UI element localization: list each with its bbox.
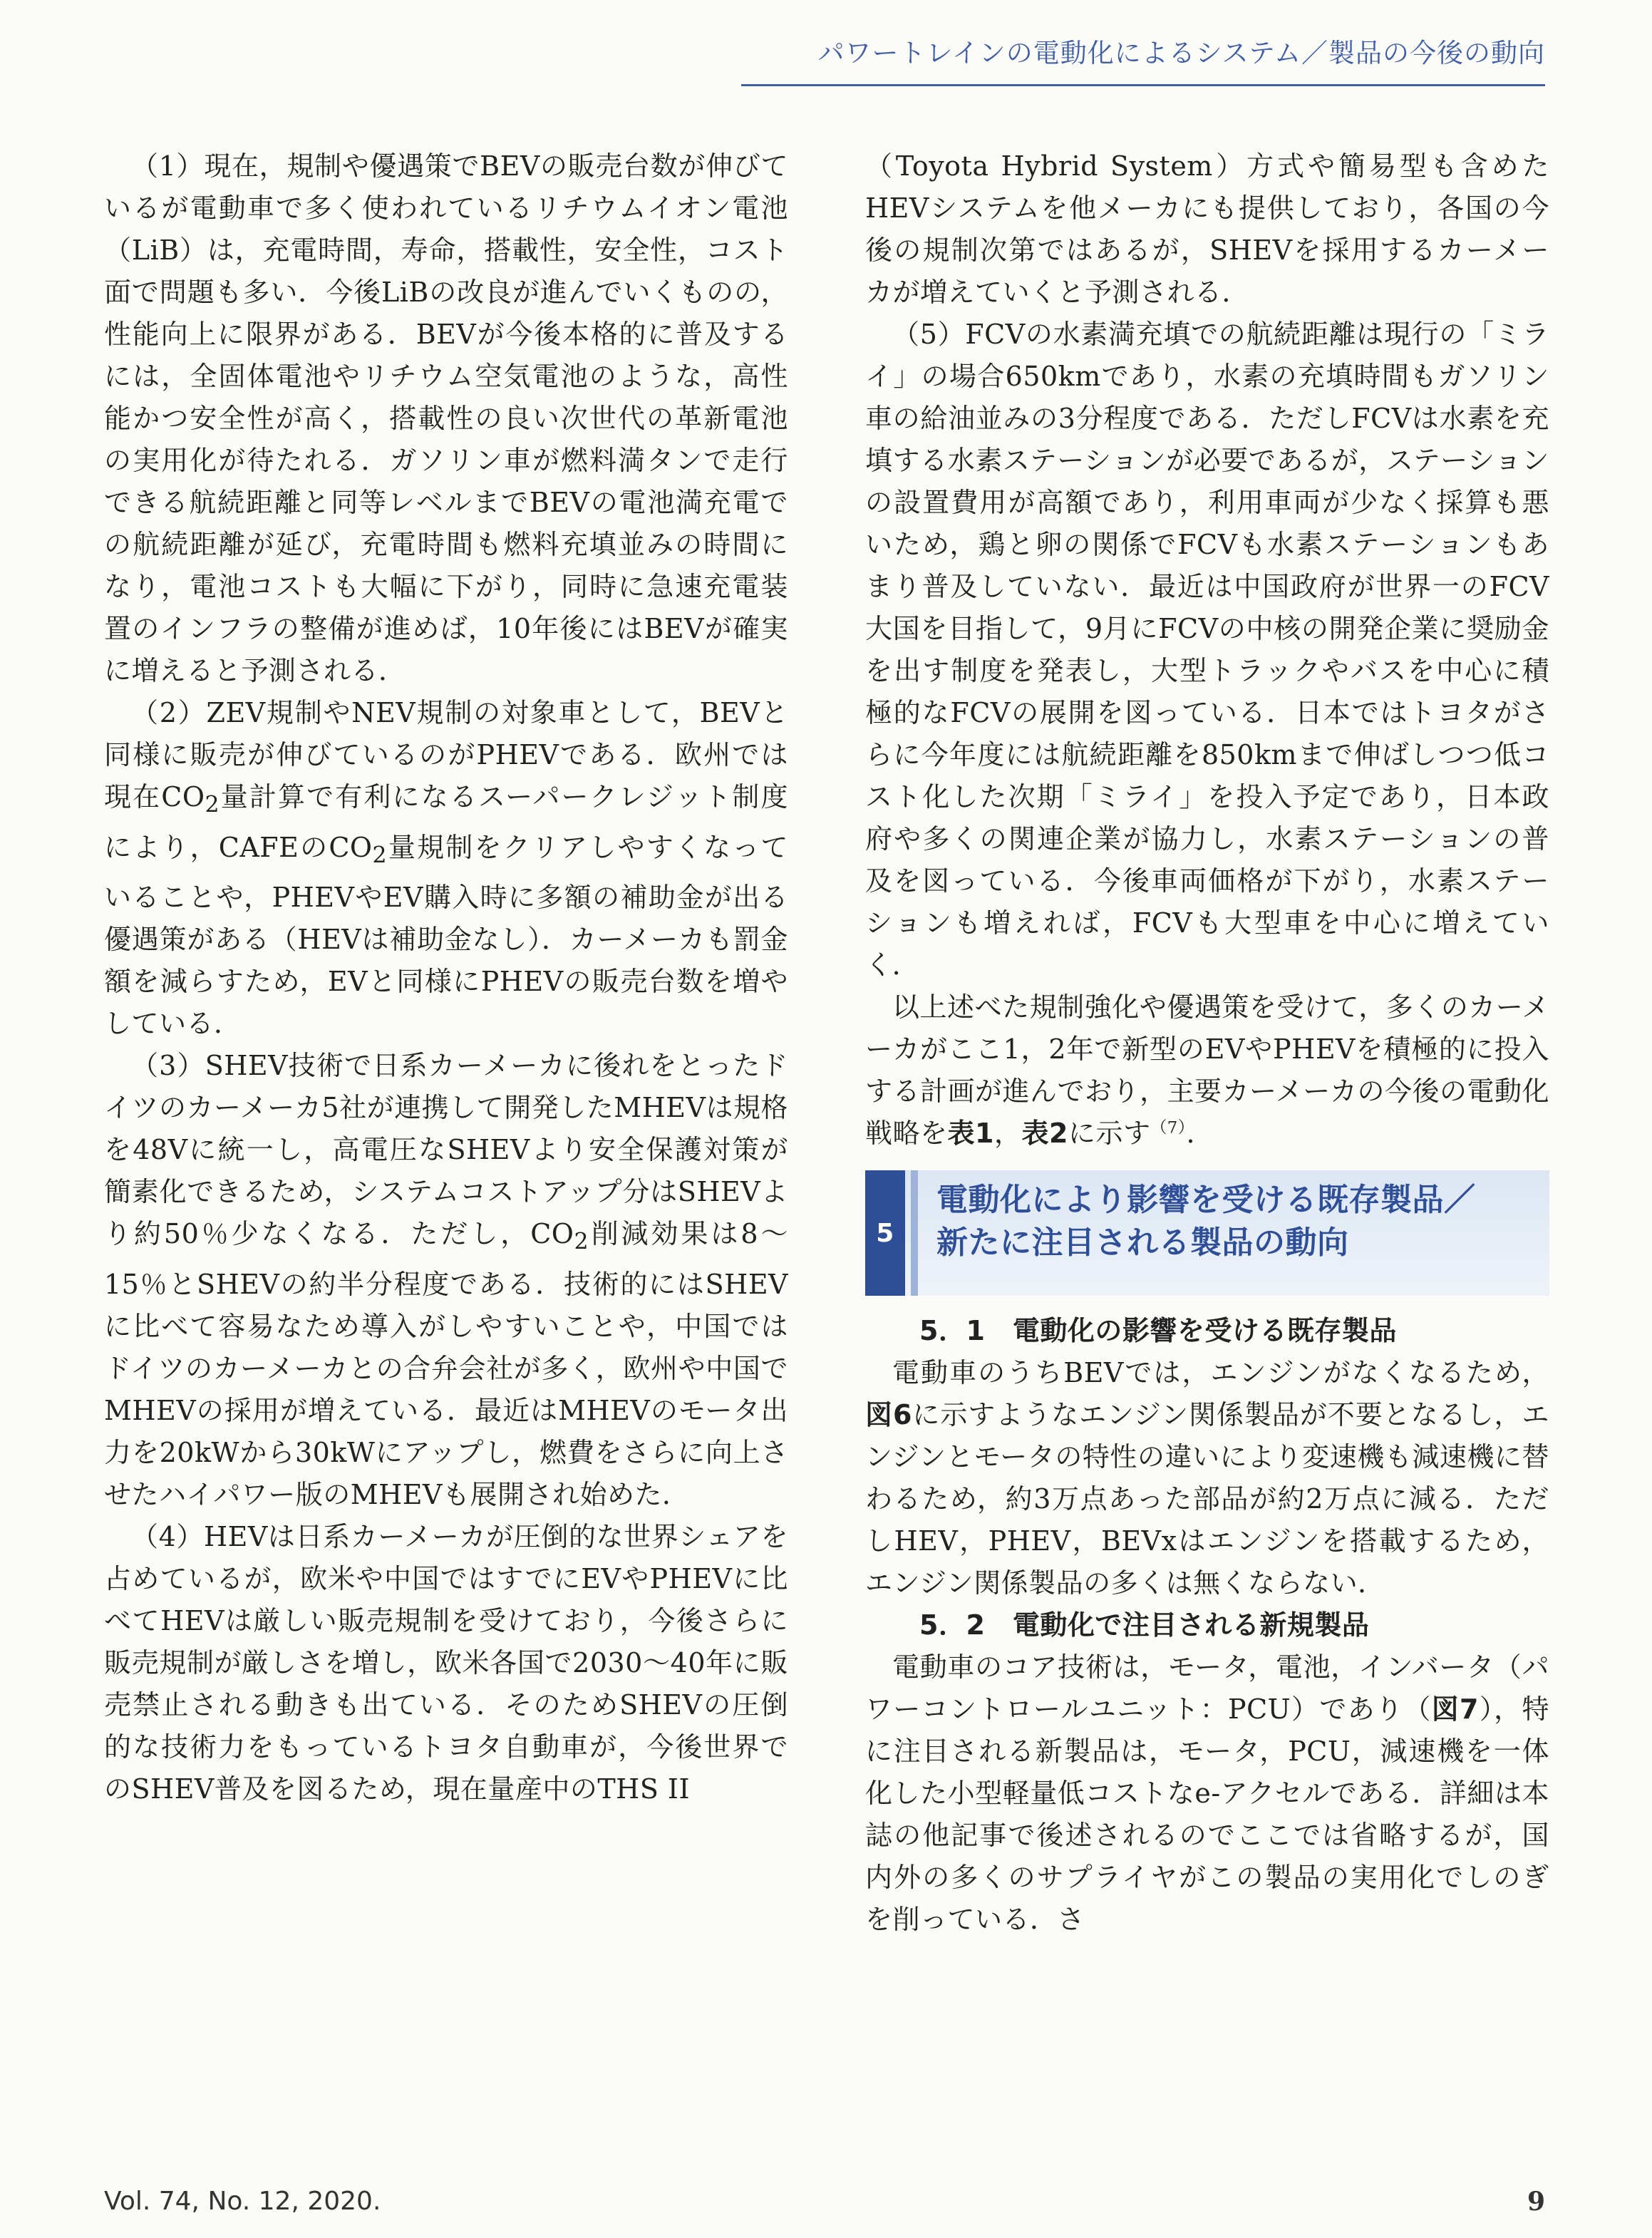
- paragraph-2: （2）ZEV規制やNEV規制の対象車として，BEVと同様に販売が伸びているのがPHEVである．欧州では現在$CO_2$量計算で有利になるスーパークレジット制度により，CAFEの$CO_2$量規制をクリアしやすくなっていることや，PHEVやEV購入時に多額の補助金が出る優遇策がある（HEVは補助金なし）．カーメーカも罰金額を減らすため，EVと同様にPHEVの販売台数を増やしている．: [104, 697, 788, 1040]
- citation-7: （7）: [1150, 1118, 1187, 1138]
- running-header: パワートレインの電動化によるシステム／製品の今後の動向: [817, 38, 1545, 68]
- right-column: [865, 145, 1549, 1941]
- footer-volume: Vol. 74, No. 12, 2020.: [104, 2187, 381, 2216]
- section-number: 5: [865, 1170, 905, 1296]
- paragraph-4-continued: （Toyota Hybrid System）方式や簡易型も含めたHEVシステムを他メーカにも提供しており，各国の今後の規制次第ではあるが，SHEVを採用するカーメーカが増えていくと予測される．: [865, 150, 1549, 308]
- section-title: 電動化により影響を受ける既存製品／ 新たに注目される製品の動向: [936, 1182, 1476, 1261]
- header-rule: [741, 84, 1545, 86]
- section-5-heading: [865, 1170, 1549, 1296]
- paragraph-5: （5）FCVの水素満充填での航続距離は現行の「ミライ」の場合650kmであり，水素の充填時間もガソリン車の給油並みの3分程度である．ただしFCVは水素を充填する水素ステーションが必要であるが，ステーションの設置費用が高額であり，利用車両が少なく採算も悪いため，鶏と卵の関係でFCVも水素ステーションもあまり普及していない．最近は中国政府が世界一のFCV大国を目指して，9月にFCVの中核の開発企業に奨励金を出す制度を発表し，大型トラックやバスを中心に積極的なFCVの展開を図っている．日本ではトヨタがさらに今年度には航続距離を850kmまで伸ばしつつ低コスト化した次期「ミライ」を投入予定であり，日本政府や多くの関連企業が協力し，水素ステーションの普及を図っている．今後車両価格が下がり，水素ステーションも増えれば，FCVも大型車を中心に増えていく．: [865, 319, 1549, 981]
- left-column: [104, 145, 788, 1810]
- paragraph-3: （3）SHEV技術で日系カーメーカに後れをとったドイツのカーメーカ5社が連携して開発したMHEVは規格を48Vに統一し，高電圧なSHEVより安全保護対策が簡素化できるため，システムコストアップ分はSHEVより約50％少なくなる．ただし，$CO_2$削減効果は8〜15％とSHEVの約半分程度である．技術的にはSHEVに比べて容易なため導入がしやすいことや，中国ではドイツのカーメーカとの合弁会社が多く，欧州や中国でMHEVの採用が増えている．最近はMHEVのモータ出力を20kWから30kWにアップし，燃費をさらに向上させたハイパワー版のMHEVも展開され始めた．: [104, 1050, 788, 1510]
- paragraph-1: （1）現在，規制や優遇策でBEVの販売台数が伸びているが電動車で多く使われているリチウムイオン電池（LiB）は，充電時間，寿命，搭載性，安全性，コスト面で問題も多い．今後LiBの改良が進んでいくものの，性能向上に限界がある．BEVが今後本格的に普及するには，全固体電池やリチウム空気電池のような，高性能かつ安全性が高く，搭載性の良い次世代の革新電池の実用化が待たれる．ガソリン車が燃料満タンで走行できる航続距離と同等レベルまでBEVの電池満充電での航続距離が延び，充電時間も燃料充填並みの時間になり，電池コストも大幅に下がり，同時に急速充電装置のインフラの整備が進めば，10年後にはBEVが確実に増えると予測される．: [104, 150, 788, 686]
- subsection-5-1-heading: 5．1 電動化の影響を受ける既存製品: [919, 1315, 1397, 1346]
- figure-6-ref: 図6: [865, 1399, 912, 1430]
- subsection-5-1-text: 電動車のうちBEVでは，エンジンがなくなるため，図6に示すようなエンジン関係製品が不要となるし，エンジンとモータの特性の違いにより変速機も減速機に替わるため，約3万点あった部品が約2万点に減る．ただしHEV，PHEV，BEVxはエンジンを搭載するため，エンジン関係製品の多くは無くならない．: [865, 1357, 1549, 1599]
- section-bar: [911, 1170, 918, 1296]
- table-2-ref: 表2: [1021, 1118, 1068, 1149]
- figure-7-ref: 図7: [1431, 1693, 1479, 1725]
- paragraph-6: 以上述べた規制強化や優遇策を受けて，多くのカーメーカがここ1，2年で新型のEVやPHEVを積極的に投入する計画が進んでおり，主要カーメーカの今後の電動化戦略を表1，表2に示す$^{(7)}$．: [865, 991, 1549, 1149]
- subsection-5-2-text: 電動車のコア技術は，モータ，電池，インバータ（パワーコントロールユニット：PCU）であり（図7），特に注目される新製品は，モータ，PCU，減速機を一体化した小型軽量低コストなe-アクセルである．詳細は本誌の他記事で後述されるのでここでは省略するが，国内外の多くのサプライヤがこの製品の実用化でしのぎを削っている．さ: [865, 1651, 1549, 1935]
- table-1-ref: 表1: [947, 1118, 994, 1149]
- subsection-5-2-heading: 5．2 電動化で注目される新規製品: [919, 1609, 1370, 1641]
- paragraph-4: （4）HEVは日系カーメーカが圧倒的な世界シェアを占めているが，欧米や中国ではすでにEVやPHEVに比べてHEVは厳しい販売規制を受けており，今後さらに販売規制が厳しさを増し，欧米各国で2030〜40年に販売禁止される動きも出ている．そのためSHEVの圧倒的な技術力をもっているトヨタ自動車が，今後世界でのSHEV普及を図るため，現在量産中のTHS II: [104, 1520, 788, 1805]
- page-number: 9: [1527, 2187, 1545, 2217]
